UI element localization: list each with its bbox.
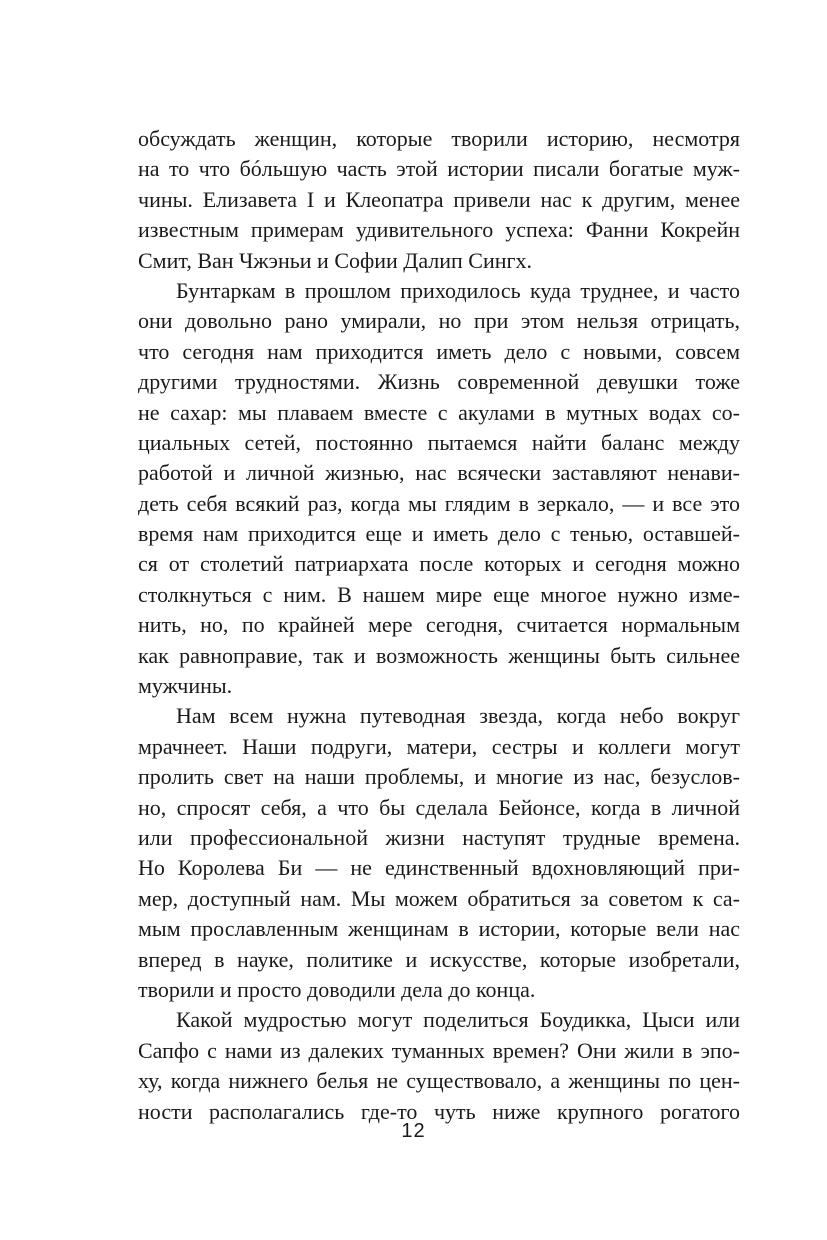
text-line: обсуждать женщин, которые творили историю, несмотря	[138, 126, 740, 151]
text-line: известным примерам удивительного успеха: Фанни Кокрейн	[138, 217, 740, 243]
text-line: творили и просто доводили дела до конца.	[138, 976, 536, 1002]
text-line: мрачнеет. Наши подруги, матери, сестры и коллеги могут	[138, 733, 740, 759]
text-line: ся от столетий патриархата после которых и сегодня можно	[138, 551, 740, 577]
text-line: мужчины.	[138, 673, 233, 699]
text-line: работой и личной жизнью, нас всячески заставляют ненави-	[138, 460, 740, 486]
page-body	[138, 124, 740, 1127]
text-line: мер, доступный нам. Мы можем обратиться за советом к са-	[138, 885, 740, 911]
text-line: ности располагались где-то чуть ниже крупного рогатого	[138, 1098, 740, 1124]
text-line: деть себя всякий раз, когда мы глядим в зеркало, — и все это	[138, 490, 740, 516]
text-line: циальных сетей, постоянно пытаемся найти баланс между	[138, 429, 740, 455]
text-line: на то что бóльшую часть этой истории писали богатые муж-	[138, 156, 740, 182]
text-line: Но Королева Би — не единственный вдохновляющий при-	[138, 855, 740, 881]
text-line: Какой мудростью могут поделиться Боудикка, Цыси или	[176, 1007, 740, 1033]
page-number: 12	[401, 1120, 426, 1142]
text-line: чины. Елизавета I и Клеопатра привели нас к другим, менее	[138, 186, 740, 212]
text-line: что сегодня нам приходится иметь дело с новыми, совсем	[138, 338, 740, 364]
text-line: Нам всем нужна путеводная звезда, когда небо вокруг	[176, 703, 740, 729]
text-line: но, спросят себя, а что бы сделала Бейонсе, когда в личной	[138, 794, 740, 820]
text-line: Бунтаркам в прошлом приходилось куда труднее, и часто	[176, 277, 740, 303]
text-line: мым прославленным женщинам в истории, которые вели нас	[138, 916, 740, 942]
text-line: Сапфо с нами из далеких туманных времен? Они жили в эпо-	[138, 1037, 740, 1063]
text-line: столкнуться с ним. В нашем мире еще многое нужно изме-	[138, 581, 740, 607]
text-line: ху, когда нижнего белья не существовало, а женщины по цен-	[138, 1068, 740, 1094]
text-line: пролить свет на наши проблемы, и многие из нас, безуслов-	[138, 764, 740, 790]
text-line: другими трудностями. Жизнь современной девушки тоже	[138, 369, 740, 395]
text-line: они довольно рано умирали, но при этом нельзя отрицать,	[138, 308, 740, 334]
text-line: нить, но, по крайней мере сегодня, считается нормальным	[138, 612, 740, 638]
text-line: или профессиональной жизни наступят трудные времена.	[138, 824, 740, 850]
text-line: как равноправие, так и возможность женщины быть сильнее	[138, 642, 740, 668]
text-line: время нам приходится еще и иметь дело с тенью, оставшей-	[138, 521, 740, 547]
text-line: не сахар: мы плаваем вместе с акулами в мутных водах со-	[138, 399, 740, 425]
text-line: вперед в науке, политике и искусстве, которые изобретали,	[138, 946, 740, 972]
text-line: Смит, Ван Чжэньи и Софии Далип Сингх.	[138, 247, 533, 273]
